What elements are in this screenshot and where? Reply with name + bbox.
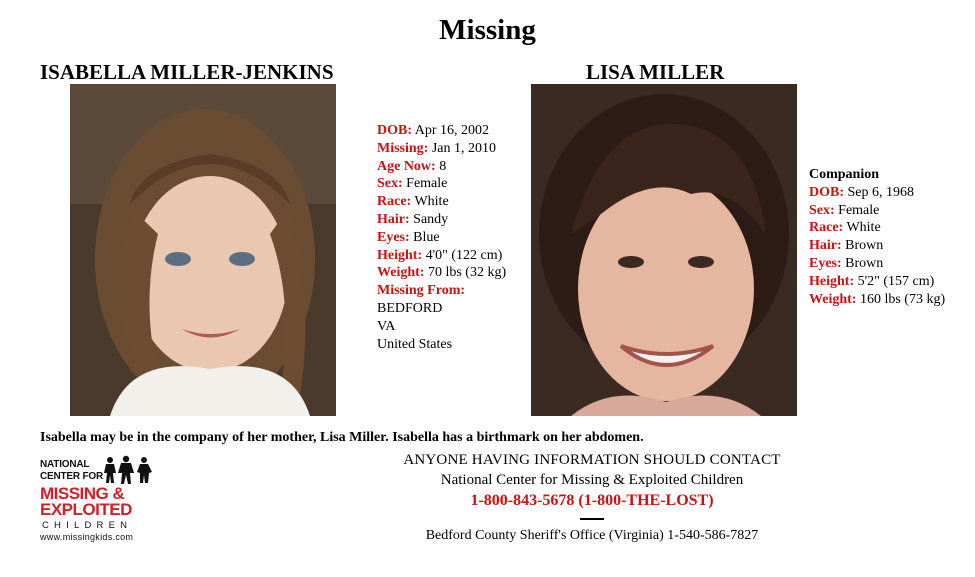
child-photo <box>70 84 336 416</box>
detail-label: DOB: <box>809 184 844 200</box>
child-details <box>377 122 506 353</box>
contact-divider <box>580 518 604 520</box>
detail-value: Brown <box>845 255 884 271</box>
detail-value: 4'0" (122 cm) <box>425 247 503 263</box>
logo-line-children: CHILDREN <box>42 520 133 531</box>
logo-line-national: NATIONAL <box>40 459 90 470</box>
missing-from-label: Missing From: <box>377 283 466 299</box>
children-silhouette-icon <box>102 455 160 485</box>
detail-row <box>377 193 506 211</box>
missing-from-country: United States <box>377 336 453 352</box>
detail-value: 160 lbs (73 kg) <box>859 291 946 307</box>
contact-heading: ANYONE HAVING INFORMATION SHOULD CONTACT <box>403 452 781 468</box>
detail-row <box>377 140 506 158</box>
detail-label: Sex: <box>377 176 403 192</box>
detail-label: DOB: <box>377 123 412 138</box>
detail-value: Sandy <box>413 211 449 227</box>
detail-label: Race: <box>809 220 844 236</box>
ncmec-logo <box>40 455 170 545</box>
detail-label: Height: <box>809 273 855 289</box>
contact-sheriff: Bedford County Sheriff's Office (Virginia) 1-540-586-7827 <box>425 528 759 543</box>
companion-details <box>809 166 945 308</box>
detail-value: Blue <box>413 229 440 245</box>
logo-line-missing: MISSING & <box>40 484 125 503</box>
companion-photo <box>531 84 797 416</box>
logo-website[interactable]: www.missingkids.com <box>40 532 134 542</box>
detail-row <box>377 229 506 247</box>
detail-label: Age Now: <box>377 158 436 174</box>
logo-line-center: CENTER FOR <box>40 471 104 482</box>
detail-row <box>809 255 945 273</box>
detail-row <box>809 237 945 255</box>
companion-heading: Companion <box>809 167 880 182</box>
detail-value: 70 lbs (32 kg) <box>427 265 507 281</box>
detail-row <box>377 264 506 282</box>
companion-name: LISA MILLER <box>586 60 725 84</box>
missing-from-row <box>377 282 506 300</box>
detail-label: Sex: <box>809 202 835 218</box>
detail-label: Weight: <box>809 291 857 307</box>
detail-value: White <box>846 220 881 236</box>
detail-label: Eyes: <box>377 229 410 245</box>
detail-label: Weight: <box>377 265 425 281</box>
contact-organization: National Center for Missing & Exploited Children <box>440 472 744 488</box>
contact-hotline[interactable]: 1-800-843-5678 (1-800-THE-LOST) <box>470 492 714 509</box>
poster-title: Missing <box>439 14 536 46</box>
detail-value: Female <box>406 176 448 192</box>
detail-row <box>809 219 945 237</box>
missing-from-city: BEDFORD <box>377 300 443 316</box>
detail-label: Eyes: <box>809 255 842 271</box>
detail-label: Race: <box>377 194 412 210</box>
detail-value: Brown <box>845 238 884 254</box>
detail-value: Jan 1, 2010 <box>431 140 497 156</box>
detail-label: Missing: <box>377 140 429 156</box>
detail-row <box>377 158 506 176</box>
detail-row <box>809 291 945 309</box>
detail-row <box>377 211 506 229</box>
detail-label: Hair: <box>377 211 410 227</box>
detail-value: 8 <box>439 158 447 174</box>
detail-label: Height: <box>377 247 423 263</box>
detail-row <box>809 273 945 291</box>
detail-label: Hair: <box>809 238 842 254</box>
logo-line-exploited: EXPLOITED <box>40 500 132 519</box>
detail-row <box>377 247 506 265</box>
detail-value: Sep 6, 1968 <box>847 184 914 200</box>
child-name: ISABELLA MILLER-JENKINS <box>40 60 334 84</box>
detail-row <box>377 175 506 193</box>
detail-row <box>377 122 506 140</box>
detail-value: Apr 16, 2002 <box>414 123 490 138</box>
detail-row <box>809 184 945 202</box>
case-note: Isabella may be in the company of her mother, Lisa Miller. Isabella has a birthmark on her abdomen. <box>40 430 644 445</box>
detail-row <box>809 202 945 220</box>
detail-value: 5'2" (157 cm) <box>857 273 935 289</box>
detail-value: White <box>414 194 449 210</box>
missing-from-state: VA <box>377 318 396 334</box>
detail-value: Female <box>838 202 880 218</box>
